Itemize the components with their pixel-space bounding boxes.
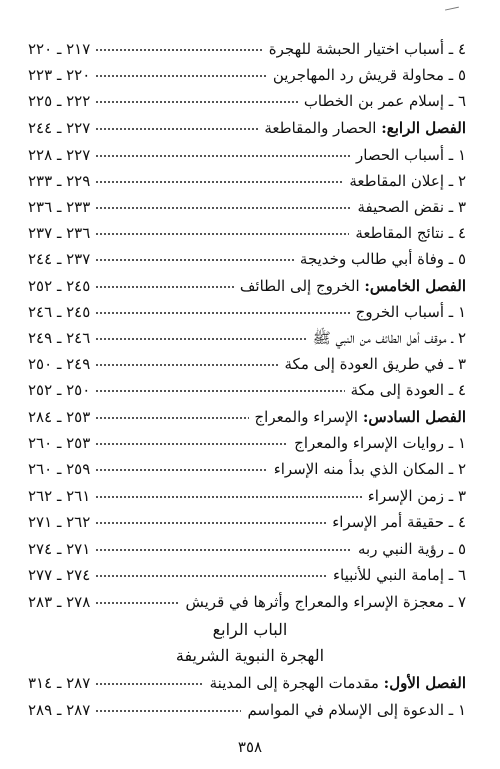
toc-entry[interactable] [28,327,466,349]
entry-title: ٤ ـ أسباب اختيار الحبشة للهجرة [263,38,466,60]
chapter-label: الفصل السادس: [362,408,466,426]
entry-title: ٤ ـ حقيقة أمر الإسراء [326,511,466,533]
entry-title: ٧ ـ معجزة الإسراء والمعراج وأثرها في قريش [180,591,467,613]
entry-pages: ٢٥٣ ـ ٢٦٠ [28,432,96,454]
chapter-title-wrap [258,117,466,139]
entry-pages: ٢٢٧ ـ ٢٢٨ [28,144,96,166]
entry-pages: ٢٣٧ ـ ٢٤٤ [28,248,96,270]
chapter-label: الفصل الرابع: [381,119,466,137]
entry-pages: ٢٢٠ ـ ٢٢٣ [28,64,96,86]
entry-pages: ٢٣٦ ـ ٢٣٧ [28,222,96,244]
entry-title: ٣ ـ نقض الصحيفة [352,196,467,218]
toc-entry[interactable] [28,248,466,270]
entry-pages: ٢٦٢ ـ ٢٧١ [28,511,96,533]
entry-pages: ٢٤٦ ـ ٢٤٩ [28,327,96,349]
entry-title: ٥ ـ محاولة قريش رد المهاجرين [267,64,466,86]
entry-pages: ٢٢٢ ـ ٢٢٥ [28,90,96,112]
toc-entry[interactable] [28,564,466,586]
chapter-title: الحصار والمقاطعة [264,119,377,137]
entry-title: ٣ ـ زمن الإسراء [362,485,466,507]
toc-chapter-entry[interactable] [28,672,466,694]
toc-entry[interactable] [28,432,466,454]
entry-pages: ٢٢٧ ـ ٢٤٤ [28,117,96,139]
toc-entry[interactable] [28,511,466,533]
entry-pages: ٢٢٩ ـ ٢٣٣ [28,170,96,192]
corner-mark [445,7,461,21]
page-number: ٣٥٨ [237,738,263,756]
entry-title: ٢ ـ المكان الذي بدأ منه الإسراء [268,458,466,480]
entry-pages: ٢٨٧ ـ ٢٨٩ [28,699,96,721]
entry-title: ٢ ـ إعلان المقاطعة [343,170,466,192]
entry-pages: ٢٥٠ ـ ٢٥٢ [28,379,96,401]
toc-entry[interactable] [28,379,466,401]
entry-pages: ٢٧٨ ـ ٢٨٣ [28,591,96,613]
toc-chapter-entry[interactable] [28,406,466,428]
chapter-title-wrap [204,672,466,694]
section-heading: الباب الرابع [212,620,288,639]
toc-entry[interactable] [28,538,466,560]
toc-entry[interactable] [28,222,466,244]
entry-pages: ٢٧٤ ـ ٢٧٧ [28,564,96,586]
toc-entry[interactable] [28,485,466,507]
entry-title: ٥ ـ وفاة أبي طالب وخديجة [294,248,466,270]
chapter-title: الخروج إلى الطائف [239,277,360,295]
chapter-label: الفصل الأول: [383,674,466,692]
entry-pages: ٢٤٥ ـ ٢٤٦ [28,301,96,323]
chapter-title-wrap [234,275,466,297]
entry-title: ١ ـ أسباب الخروج [350,301,466,323]
entry-title: ٤ ـ العودة إلى مكة [345,379,466,401]
toc-entry[interactable] [28,144,466,166]
entry-pages: ٢٦١ ـ ٢٦٢ [28,485,96,507]
entry-pages: ٢٤٩ ـ ٢٥٠ [28,353,96,375]
entry-title: ٤ ـ نتائج المقاطعة [349,222,466,244]
entry-title: ١ ـ أسباب الحصار [350,144,466,166]
toc-chapter-entry[interactable] [28,117,466,139]
entry-pages: ٢٤٥ ـ ٢٥٢ [28,275,96,297]
entry-title: ٦ ـ إمامة النبي للأنبياء [327,564,466,586]
chapter-title: الإسراء والمعراج [254,408,359,426]
toc-entry[interactable] [28,170,466,192]
chapter-title: مقدمات الهجرة إلى المدينة [209,674,379,692]
toc-entry[interactable] [28,353,466,375]
entry-pages: ٢١٧ ـ ٢٢٠ [28,38,96,60]
entry-pages: ٢٣٣ ـ ٢٣٦ [28,196,96,218]
section-subheading: الهجرة النبوية الشريفة [175,646,325,665]
entry-title: ٢ ـ موقف أهل الطائف من النبي ﷺ [307,327,466,349]
entry-pages: ٢٨٧ ـ ٣١٤ [28,672,96,694]
entry-title: ١ ـ الدعوة إلى الإسلام في المواسم [241,699,466,721]
toc-entry[interactable] [28,699,466,721]
entry-title: ١ ـ روايات الإسراء والمعراج [288,432,466,454]
toc-entry[interactable] [28,64,466,86]
entry-title: ٦ ـ إسلام عمر بن الخطاب [298,90,466,112]
toc-entry[interactable] [28,38,466,60]
toc-entry[interactable] [28,90,466,112]
entry-pages: ٢٥٩ ـ ٢٦٠ [28,458,96,480]
toc-entry[interactable] [28,458,466,480]
entry-title: ٣ ـ في طريق العودة إلى مكة [279,353,467,375]
chapter-label: الفصل الخامس: [364,277,466,295]
toc-entry[interactable] [28,591,466,613]
chapter-title-wrap [249,406,467,428]
toc-chapter-entry[interactable] [28,275,466,297]
toc-entry[interactable] [28,196,466,218]
entry-pages: ٢٥٣ ـ ٢٨٤ [28,406,96,428]
entry-pages: ٢٧١ ـ ٢٧٤ [28,538,96,560]
toc-entry[interactable] [28,301,466,323]
entry-title: ٥ ـ رؤية النبي ربه [352,538,466,560]
